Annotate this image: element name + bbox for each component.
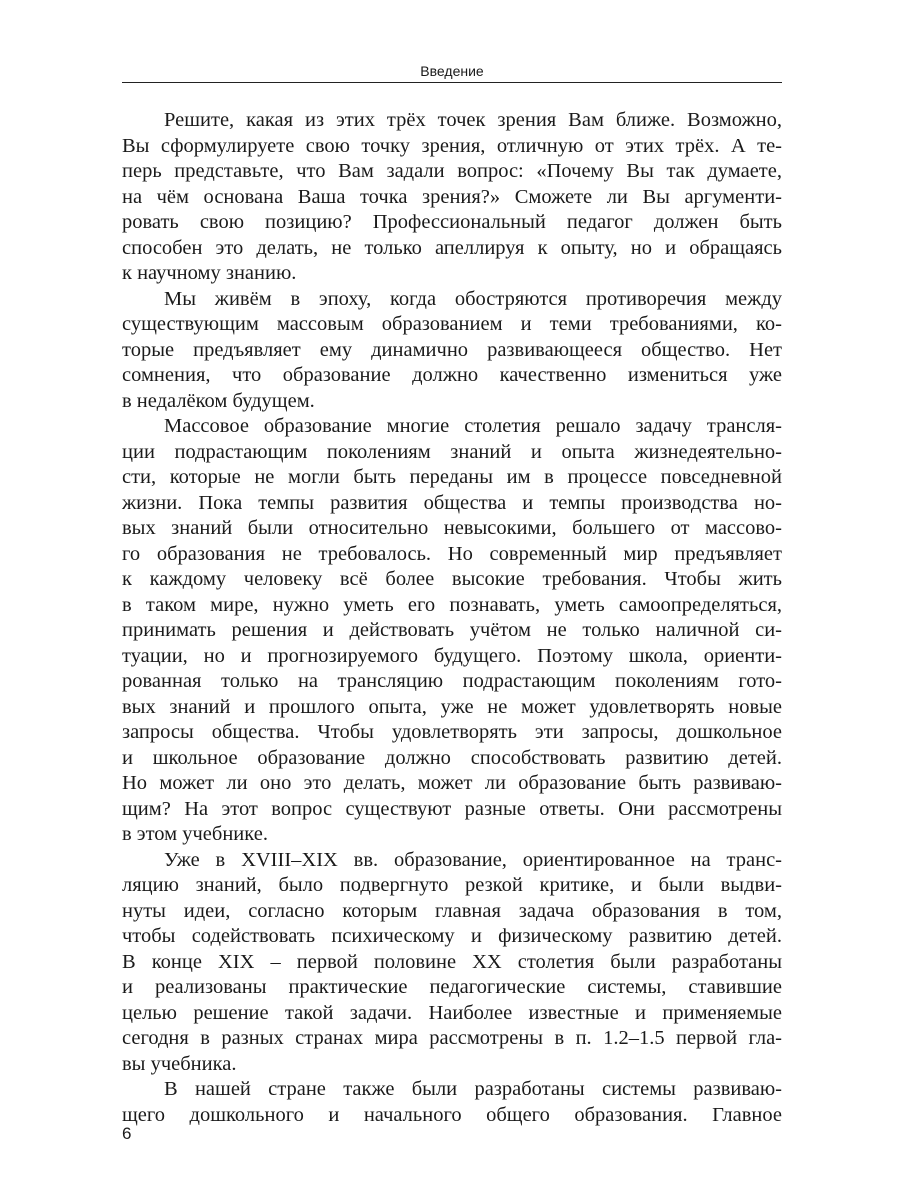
text-line: сомнения, что образование должно качественно измениться уже — [122, 364, 782, 386]
text-line: в таком мире, нужно уметь его познавать, уметь самоопределяться, — [122, 593, 782, 616]
paragraph-2 — [122, 287, 782, 415]
text-line: рованная только на трансляцию подрастающим поколениям гото- — [122, 670, 782, 692]
text-line: жизни. Пока темпы развития общества и темпы производства но- — [122, 491, 782, 514]
text-line: сти, которые не могли быть переданы им в процессе повседневной — [122, 466, 782, 488]
running-head: Введение — [122, 62, 782, 83]
text-line: щим? На этот вопрос существуют разные ответы. Они рассмотрены — [122, 797, 782, 820]
text-line: в этом учебнике. — [122, 823, 268, 845]
text-line: Но может ли оно это делать, может ли образование быть развиваю- — [122, 772, 782, 794]
text-line: го образования не требовалось. Но современный мир предъявляет — [122, 542, 782, 565]
paragraph-4 — [122, 848, 782, 1078]
text-line: щего дошкольного и начального общего образования. Главное — [122, 1103, 782, 1126]
text-line: Мы живём в эпоху, когда обостряются противоречия между — [164, 287, 782, 310]
text-line: принимать решения и действовать учётом не только наличной си- — [122, 619, 782, 641]
text-line: Уже в XVIII–XIX вв. образование, ориентированное на транс- — [164, 848, 782, 871]
text-line: запросы общества. Чтобы удовлетворять эти запросы, дошкольное — [122, 721, 782, 743]
text-line: торые предъявляет ему динамично развивающееся общество. Нет — [122, 338, 782, 361]
text-line: В нашей стране также были разработаны системы развиваю- — [164, 1078, 782, 1100]
text-line: ровать свою позицию? Профессиональный педагог должен быть — [122, 211, 782, 233]
text-line: целью решение такой задачи. Наиболее известные и применяемые — [122, 1001, 782, 1024]
text-line: перь представьте, что Вам задали вопрос: «Почему Вы так думаете, — [122, 160, 782, 182]
text-line: ции подрастающим поколениям знаний и опыта жизнедеятельно- — [122, 440, 782, 463]
paragraph-1 — [122, 108, 782, 287]
text-line: Решите, какая из этих трёх точек зрения Вам ближе. Возможно, — [164, 109, 782, 131]
page-number: 6 — [122, 1124, 132, 1143]
text-line: чтобы содействовать психическому и физическому развитию детей. — [122, 925, 782, 947]
text-line: Вы сформулируете свою точку зрения, отличную от этих трёх. А те- — [122, 134, 782, 157]
text-line: к каждому человеку всё более высокие требования. Чтобы жить — [122, 568, 782, 590]
text-line: существующим массовым образованием и теми требованиями, ко- — [122, 313, 782, 335]
body-text — [122, 108, 782, 1128]
text-line: нуты идеи, согласно которым главная задача образования в том, — [122, 899, 782, 922]
text-line: и реализованы практические педагогические системы, ставившие — [122, 976, 782, 998]
paragraph-3 — [122, 414, 782, 848]
text-line: сегодня в разных странах мира рассмотрены в п. 1.2–1.5 первой гла- — [122, 1027, 782, 1049]
text-line: В конце XIX – первой половине XX столетия были разработаны — [122, 950, 782, 973]
text-line: на чём основана Ваша точка зрения?» Сможете ли Вы аргументи- — [122, 185, 782, 208]
text-line: к научному знанию. — [122, 262, 297, 284]
text-line: способен это делать, не только апеллируя к опыту, но и обращаясь — [122, 236, 782, 259]
text-line: и школьное образование должно способствовать развитию детей. — [122, 746, 782, 769]
text-line: вы учебника. — [122, 1052, 237, 1075]
text-line: вых знаний и прошлого опыта, уже не может удовлетворять новые — [122, 695, 782, 718]
text-line: ляцию знаний, было подвергнуто резкой критике, и были выдви- — [122, 874, 782, 896]
text-line: туации, но и прогнозируемого будущего. Поэтому школа, ориенти- — [122, 644, 782, 667]
text-line: вых знаний были относительно невысокими, большего от массово- — [122, 517, 782, 539]
paragraph-5 — [122, 1077, 782, 1128]
text-line: Массовое образование многие столетия решало задачу трансля- — [164, 415, 782, 437]
text-line: в недалёком будущем. — [122, 389, 315, 412]
